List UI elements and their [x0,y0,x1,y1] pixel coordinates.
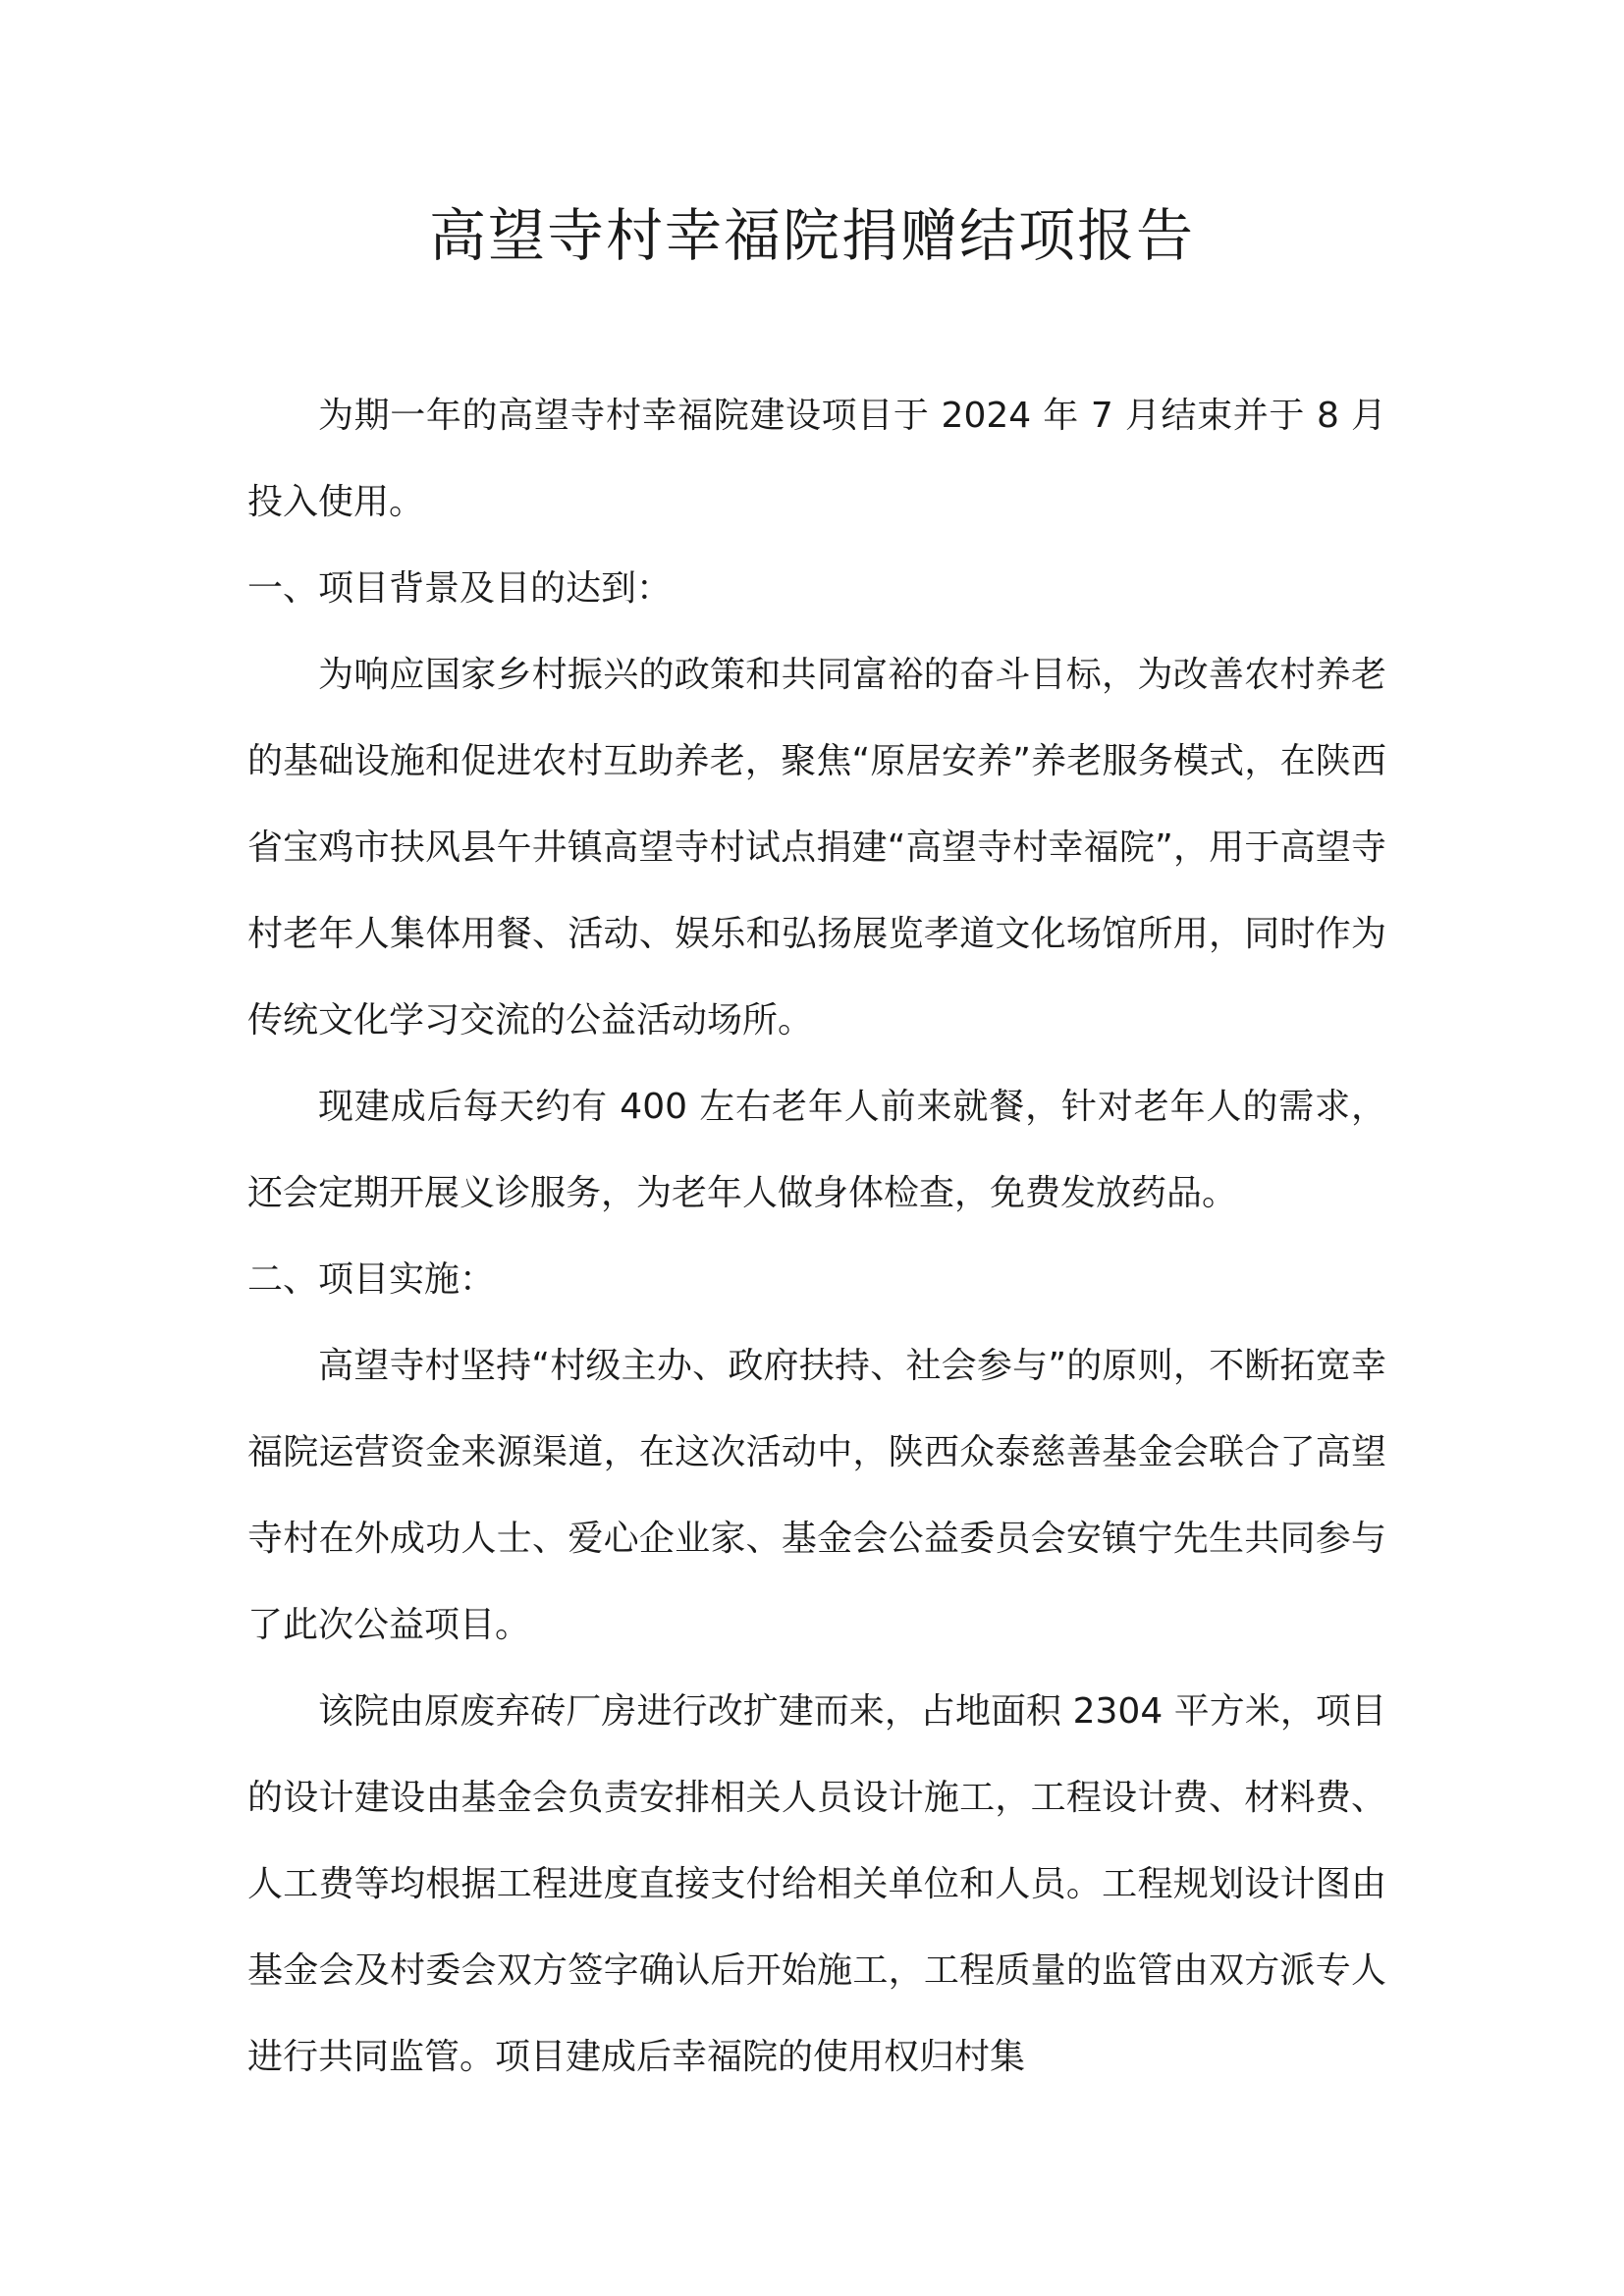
paragraph-current-status: 现建成后每天约有 400 左右老年人前来就餐，针对老年人的需求，还会定期开展义诊服务，为老年人做身体检查，免费发放药品。 [247,1087,1386,1213]
paragraph-construction: 该院由原废弃砖厂房进行改扩建而来，占地面积 2304 平方米，项目的设计建设由基金会负责安排相关人员设计施工，工程设计费、材料费、人工费等均根据工程进度直接支付给相关单位和人员。工程规划设计图由基金会及村委会双方签字确认后开始施工，工程质量的监管由双方派专人进行共同监管。项目建成后幸福院的使用权归村集 [247,1691,1386,2077]
document-body [247,373,1386,2101]
paragraph-principles: 高望寺村坚持“村级主办、政府扶持、社会参与”的原则，不断拓宽幸福院运营资金来源渠道，在这次活动中，陕西众泰慈善基金会联合了高望寺村在外成功人士、爱心企业家、基金会公益委员会安镇宁先生共同参与了此次公益项目。 [247,1346,1386,1645]
paragraph-intro: 为期一年的高望寺村幸福院建设项目于 2024 年 7 月结束并于 8 月投入使用。 [247,396,1386,522]
document-title: 高望寺村幸福院捐赠结项报告 [428,202,1195,269]
paragraph-background: 为响应国家乡村振兴的政策和共同富裕的奋斗目标，为改善农村养老的基础设施和促进农村互助养老，聚焦“原居安养”养老服务模式，在陕西省宝鸡市扶风县午井镇高望寺村试点捐建“高望寺村幸福院”，用于高望寺村老年人集体用餐、活动、娱乐和弘扬展览孝道文化场馆所用，同时作为传统文化学习交流的公益活动场所。 [247,655,1386,1041]
section-heading-implementation: 二、项目实施： [247,1259,496,1300]
section-heading-background: 一、项目背景及目的达到： [247,568,673,609]
